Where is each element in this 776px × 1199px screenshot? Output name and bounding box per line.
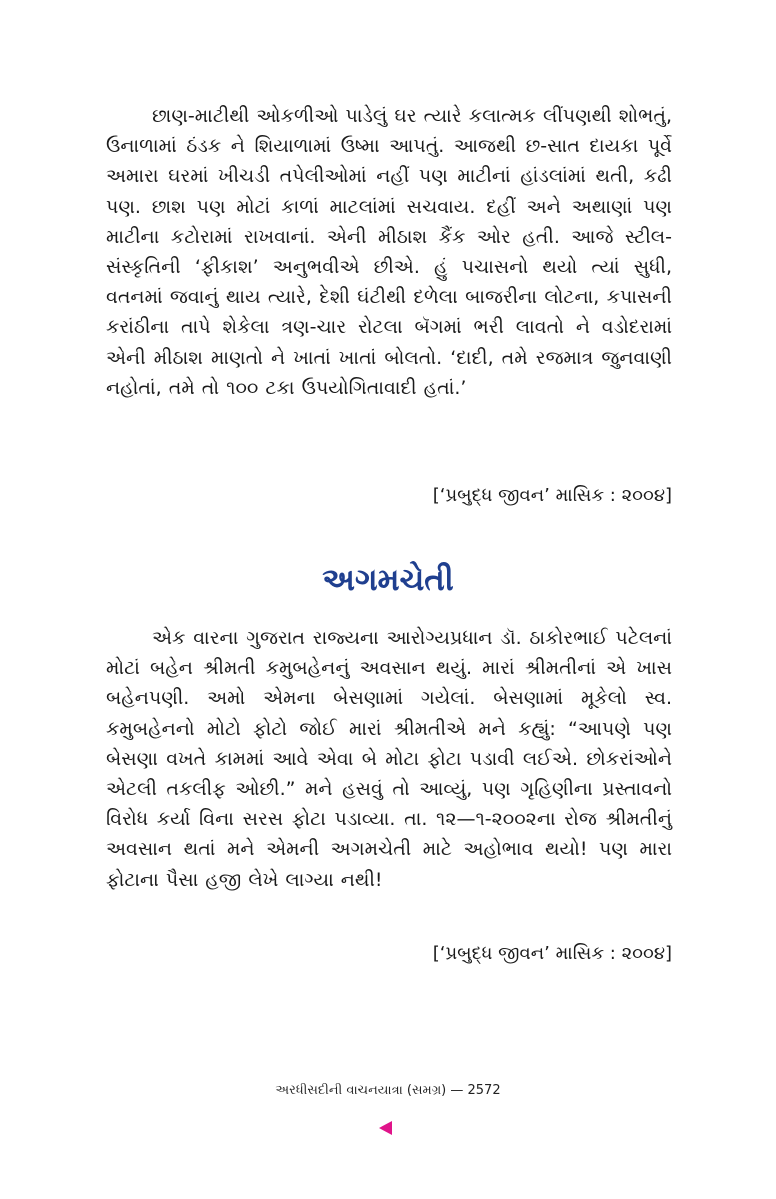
previous-page-arrow-icon[interactable] (379, 1121, 392, 1135)
article-2-title: અગમચેતી (322, 562, 454, 598)
article-1-source: [‘પ્રબુદ્ધ જીવન’ માસિક : ૨૦૦૪] (432, 485, 672, 506)
article-1-body: છાણ-માટીથી ઓકળીઓ પાડેલું ઘર ત્યારે કલાત્મક લીંપણથી શોભતું, ઉનાળામાં ઠંડક ને શિયાળામાં ઉષ્મા આપતું. આજથી છ-સાત દાયકા પૂર્વે અમારા ઘરમાં ખીચડી તપેલીઓમાં નહીં પણ માટીનાં હાંડલાંમાં થતી, કઢી પણ. છાશ પણ મોટાં કાળાં માટલાંમાં સચવાય. દહીં અને અથાણાં પણ માટીના કટોરામાં રાખવાનાં. એની મીઠાશ કૈંક ઓર હતી. આજે સ્ટીલ-સંસ્કૃતિની ‘ફીકાશ’ અનુભવીએ છીએ. હું પચાસનો થયો ત્યાં સુધી, વતનમાં જવાનું થાય ત્યારે, દેશી ઘંટીથી દળેલા બાજરીના લોટના, કપાસની કરાંઠીના તાપે શેકેલા ત્રણ-ચાર રોટલા બૅગમાં ભરી લાવતો ને વડોદરામાં એની મીઠાશ માણતો ને ખાતાં ખાતાં બોલતો. ‘દાદી, તમે રજમાત્ર જુનવાણી નહોતાં, તમે તો ૧૦૦ ટકા ઉપયોગિતાવાદી હતાં.’ (106, 105, 672, 399)
page-footer: અરધીસદીની વાચનયાત્રા (સમગ્ર) — 2572 (275, 1083, 501, 1098)
article-2-source: [‘પ્રબુદ્ધ જીવન’ માસિક : ૨૦૦૪] (432, 943, 672, 964)
article-2-body: એક વારના ગુજરાત રાજ્યના આરોગ્યપ્રધાન ડૉ. ઠાકોરભાઈ પટેલનાં મોટાં બહેન શ્રીમતી કમુબહેનનું અવસાન થયું. મારાં શ્રીમતીનાં એ ખાસ બહેનપણી. અમો એમના બેસણામાં ગયેલાં. બેસણામાં મૂકેલો સ્વ. કમુબહેનનો મોટો ફોટો જોઈ મારાં શ્રીમતીએ મને કહ્યું: “આપણે પણ બેસણા વખતે કામમાં આવે એવા બે મોટા ફોટા પડાવી લઈએ. છોકરાંઓને એટલી તકલીફ ઓછી.” મને હસવું તો આવ્યું, પણ ગૃહિણીના પ્રસ્તાવનો વિરોધ કર્યા વિના સરસ ફોટા પડાવ્યા. તા. ૧૨—૧-૨૦૦૨ના રોજ શ્રીમતીનું અવસાન થતાં મને એમની અગમચેતી માટે અહોભાવ થયો! પણ મારા ફોટાના પૈસા હજી લેખે લાગ્યા નથી! (106, 627, 672, 891)
